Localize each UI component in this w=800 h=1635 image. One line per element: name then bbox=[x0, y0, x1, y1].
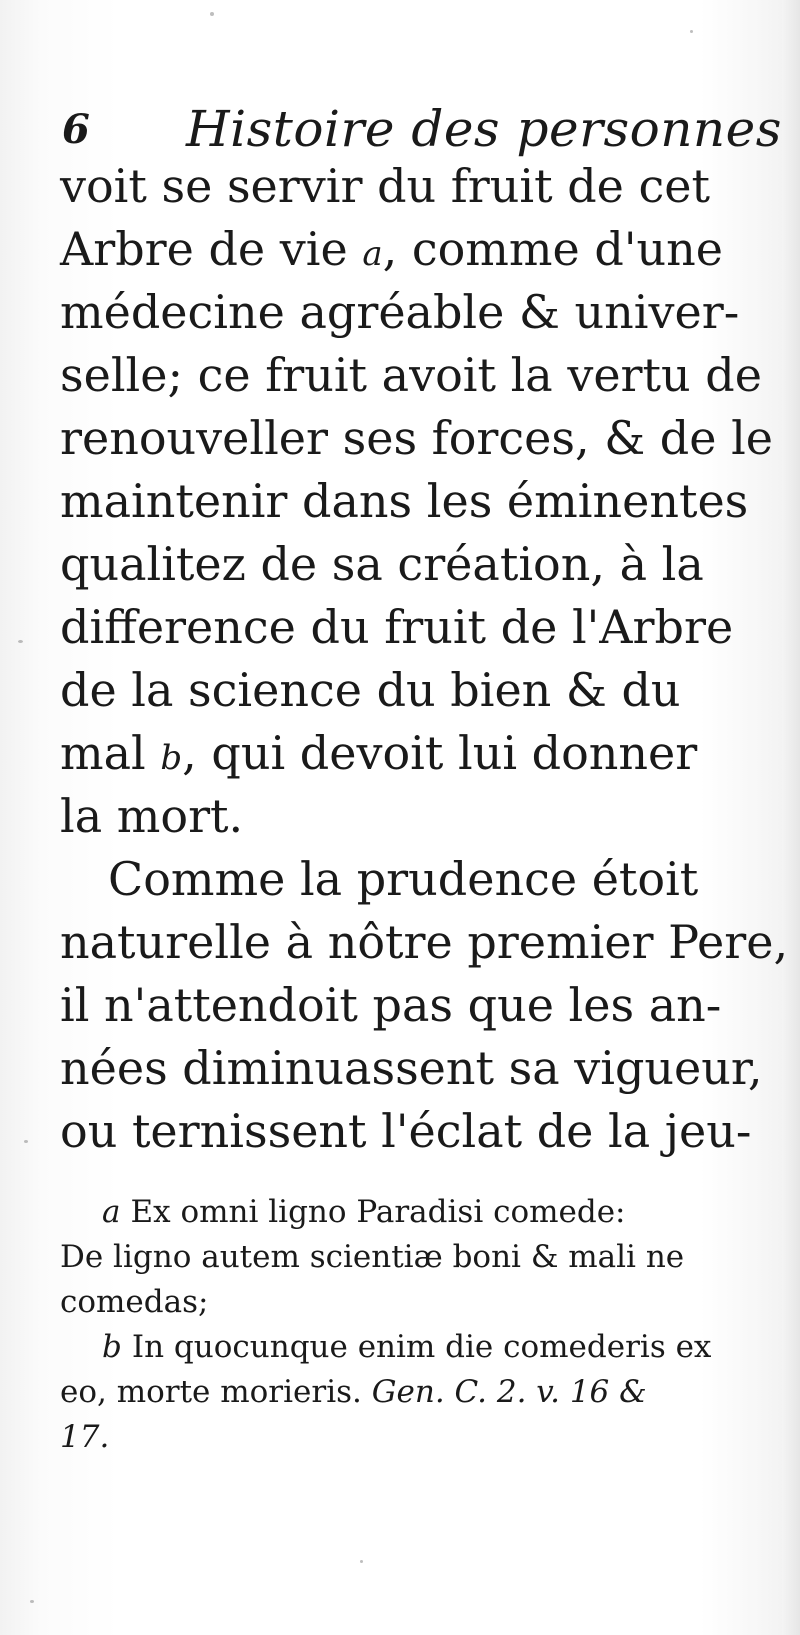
text-line: naturelle à nôtre premier Pere, bbox=[60, 915, 789, 969]
running-head: Histoire des personnes bbox=[186, 100, 782, 158]
paper-speck bbox=[24, 1140, 28, 1143]
text-line: médecine agréable & univer- bbox=[60, 285, 740, 339]
text-line: renouveller ses forces, & de le bbox=[60, 411, 774, 465]
footnote-line: eo, morte morieris. Gen. C. 2. v. 16 & bbox=[60, 1370, 720, 1415]
footnote-ref-a: a bbox=[362, 234, 383, 274]
footnote-ref-b: b bbox=[160, 738, 183, 778]
text-line: qualitez de sa création, à la bbox=[60, 537, 704, 591]
text-line: Comme la prudence étoit bbox=[108, 852, 699, 906]
paper-speck bbox=[360, 1560, 363, 1563]
text-line: voit se servir du fruit de cet bbox=[60, 159, 710, 213]
text-line: la mort. bbox=[60, 789, 244, 843]
text-line: maintenir dans les éminentes bbox=[60, 474, 749, 528]
page-number: 6 bbox=[62, 106, 90, 153]
paper-speck bbox=[210, 12, 214, 16]
body-text bbox=[60, 155, 789, 1163]
footnote-line: 17. bbox=[60, 1419, 110, 1455]
footnote-mark-a: a bbox=[102, 1194, 121, 1230]
text-line: difference du fruit de l'Arbre bbox=[60, 600, 734, 654]
footnote-line: De ligno autem scientiæ boni & mali ne bbox=[60, 1239, 685, 1275]
scripture-reference: Gen. C. 2. v. 16 & bbox=[371, 1374, 647, 1410]
text-line: il n'attendoit pas que les an- bbox=[60, 978, 722, 1032]
text-line: mal b, qui devoit lui donner bbox=[60, 722, 720, 785]
paper-speck bbox=[30, 1600, 34, 1603]
text-line: de la science du bien & du bbox=[60, 663, 681, 717]
page-edge-shadow bbox=[782, 0, 800, 1635]
footnote-mark-b: b bbox=[102, 1329, 122, 1365]
footnote-a: a Ex omni ligno Paradisi comede: bbox=[60, 1190, 720, 1235]
footnotes bbox=[60, 1190, 720, 1460]
text-line: selle; ce fruit avoit la vertu de bbox=[60, 348, 762, 402]
text-line: Arbre de vie a, comme d'une bbox=[60, 218, 720, 281]
text-line: nées diminuassent sa vigueur, bbox=[60, 1041, 763, 1095]
page-header bbox=[62, 100, 782, 160]
footnote-b: b In quocunque enim die comederis ex bbox=[60, 1325, 720, 1370]
footnote-line: comedas; bbox=[60, 1284, 209, 1320]
paper-speck bbox=[690, 30, 693, 33]
paper-speck bbox=[18, 640, 23, 643]
text-line: ou ternissent l'éclat de la jeu- bbox=[60, 1104, 752, 1158]
